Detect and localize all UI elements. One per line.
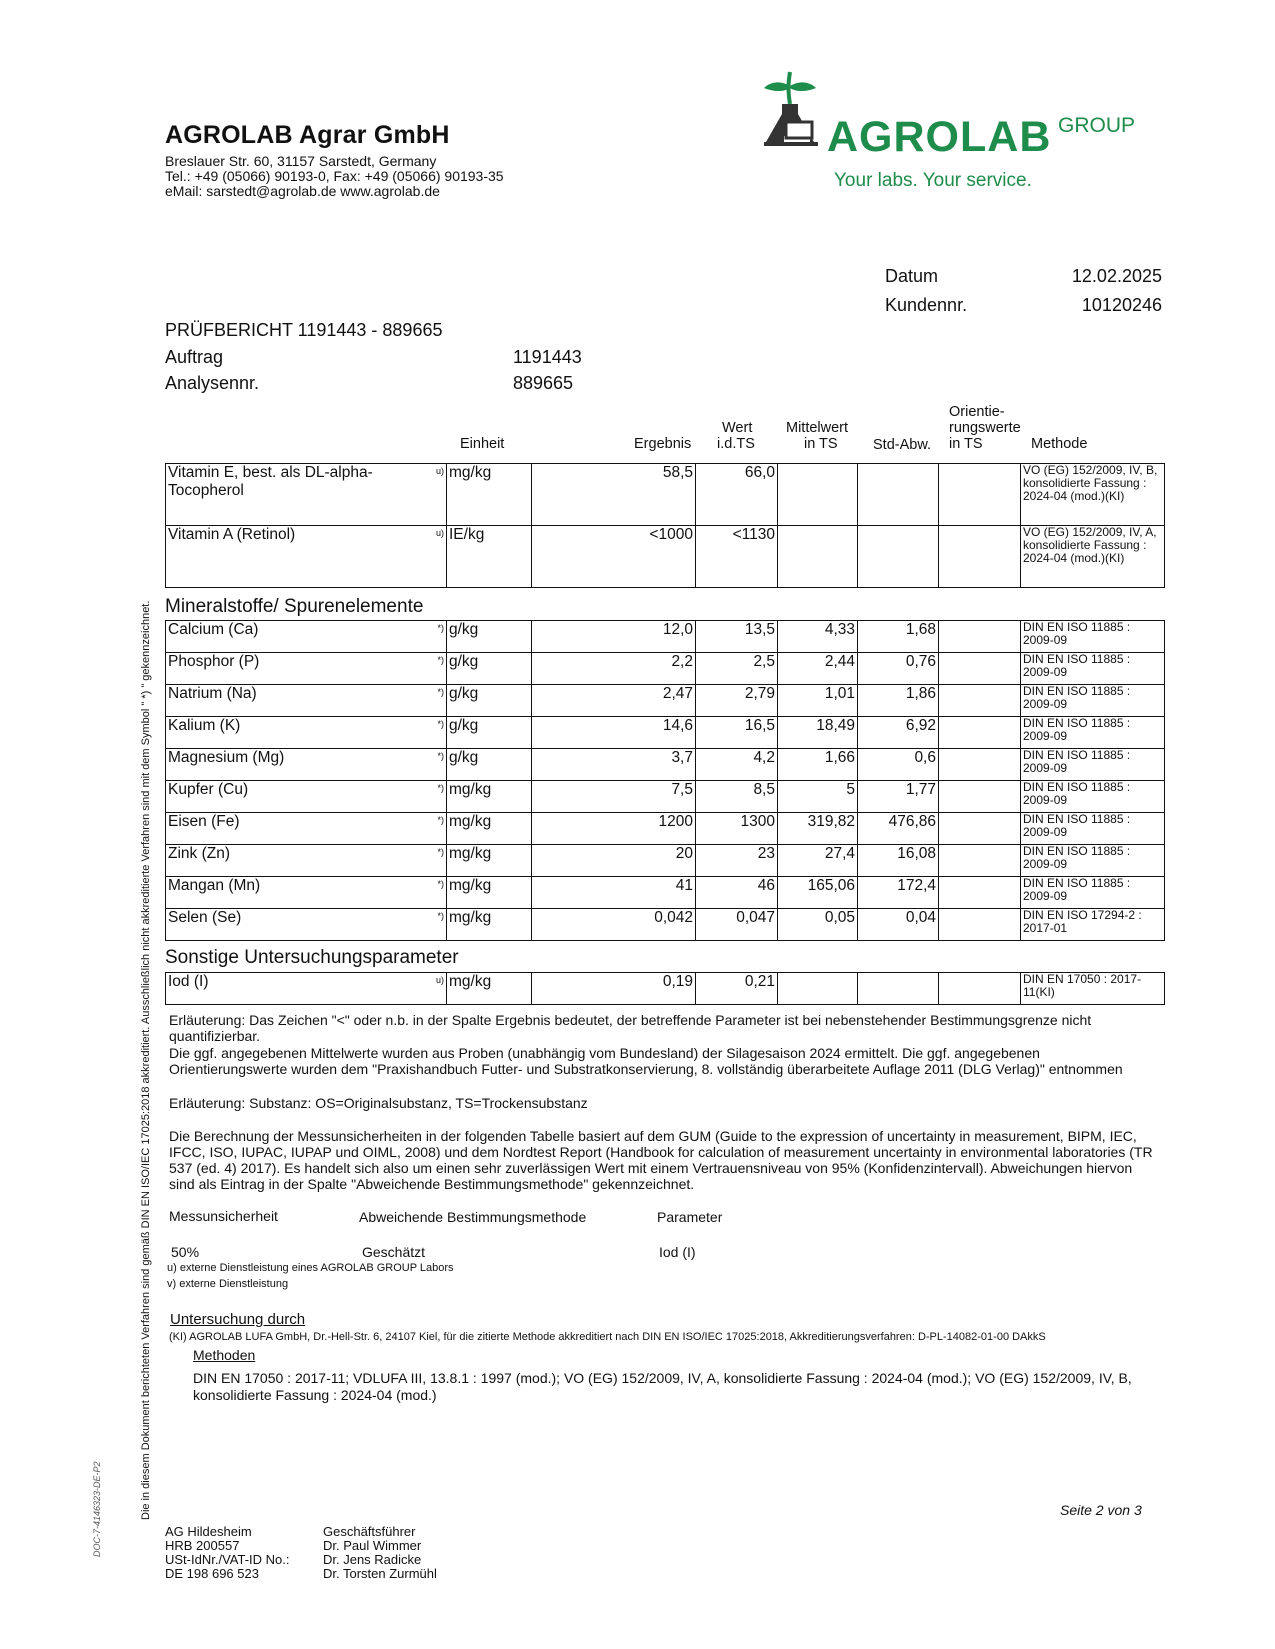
table-row — [166, 973, 1165, 1005]
datum-value: 12.02.2025 — [1071, 266, 1162, 286]
methode-cell: VO (EG) 152/2009, IV, B, konsolidierte Fassung : 2024-04 (mod.)(KI) — [1021, 464, 1165, 526]
orientierung-cell — [939, 685, 1021, 717]
mittelwert-cell: 165,06 — [778, 877, 858, 909]
wert-cell: 2,79 — [696, 685, 778, 717]
note-quantification: Erläuterung: Das Zeichen "<" oder n.b. in der Spalte Ergebnis bedeutet, der betreffende Parameter ist bei nebenstehender Bestimmungsgrenze nicht quantifizierbar. — [169, 1012, 1092, 1044]
section-minerals-title: Mineralstoffe/ Spurenelemente — [165, 596, 424, 617]
analysennr-value: 889665 — [513, 373, 574, 393]
methode-cell: DIN EN ISO 11885 : 2009-09 — [1021, 749, 1165, 781]
legend-v: v) externe Dienstleistung — [167, 1278, 289, 1290]
param-name: Selen (Se) — [166, 909, 434, 941]
param-tag: *) — [434, 717, 447, 749]
methode-cell: DIN EN ISO 11885 : 2009-09 — [1021, 781, 1165, 813]
mittelwert-cell: 319,82 — [778, 813, 858, 845]
param-tag: *) — [434, 877, 447, 909]
mittelwert-cell: 4,33 — [778, 621, 858, 653]
mittelwert-cell: 2,44 — [778, 653, 858, 685]
header-wert: Wert — [722, 420, 753, 436]
std-abw-cell: 172,4 — [858, 877, 939, 909]
note-mittelwerte: Die ggf. angegebenen Mittelwerte wurden aus Proben (unabhängig vom Bundesland) der Silagesaison 2024 ermittelt. Die ggf. angegebenen Orientierungswerte wurden dem "Praxishandbuch Futter- und Substratkonservierung, 8. vollständig überarbeitete Auflage 2011 (DLG Verlag)" entnommen — [169, 1045, 1123, 1077]
header-methode: Methode — [1031, 436, 1088, 452]
methode-cell: DIN EN ISO 11885 : 2009-09 — [1021, 813, 1165, 845]
param-name: Vitamin A (Retinol) — [166, 526, 434, 588]
param-name: Zink (Zn) — [166, 845, 434, 877]
unit-cell: mg/kg — [447, 464, 532, 526]
methoden-text: DIN EN 17050 : 2017-11; VDLUFA III, 13.8.1 : 1997 (mod.); VO (EG) 152/2009, IV, A, konsolidierte Fassung : 2024-04 (mod.); VO (EG) 152/2009, IV, B, konsolidierte Fassung : 2024-04 (mod.) — [193, 1370, 1132, 1403]
mittelwert-cell: 1,01 — [778, 685, 858, 717]
mu-header-messunsicherheit: Messunsicherheit — [169, 1208, 278, 1224]
unit-cell: g/kg — [447, 717, 532, 749]
table-row — [166, 717, 1165, 749]
ergebnis-cell: 20 — [532, 845, 696, 877]
footer-management — [323, 1525, 437, 1581]
ergebnis-cell: 3,7 — [532, 749, 696, 781]
unit-cell: mg/kg — [447, 877, 532, 909]
section-other-title: Sonstige Untersuchungsparameter — [165, 947, 459, 968]
param-name: Eisen (Fe) — [166, 813, 434, 845]
orientierung-cell — [939, 621, 1021, 653]
param-tag: u) — [434, 464, 447, 526]
company-address: Breslauer Str. 60, 31157 Sarstedt, Germany — [165, 153, 437, 169]
ergebnis-cell: 12,0 — [532, 621, 696, 653]
std-abw-cell: 0,04 — [858, 909, 939, 941]
param-tag: *) — [434, 685, 447, 717]
methode-cell: DIN EN ISO 11885 : 2009-09 — [1021, 653, 1165, 685]
ergebnis-cell: <1000 — [532, 526, 696, 588]
kundennr-value: 10120246 — [1081, 295, 1162, 315]
methode-cell: DIN EN ISO 17294-2 : 2017-01 — [1021, 909, 1165, 941]
orientierung-cell — [939, 526, 1021, 588]
document-id: DOC-7-4146323-DE-P2 — [92, 1461, 102, 1557]
param-name: Magnesium (Mg) — [166, 749, 434, 781]
mittelwert-cell — [778, 464, 858, 526]
ergebnis-cell: 7,5 — [532, 781, 696, 813]
wert-cell: 1300 — [696, 813, 778, 845]
param-tag: *) — [434, 909, 447, 941]
methoden-title: Methoden — [193, 1347, 256, 1363]
footer-register-line: AG Hildesheim — [165, 1524, 252, 1539]
table-row — [166, 781, 1165, 813]
table-row — [166, 526, 1165, 588]
page-number: Seite 2 von 3 — [1060, 1502, 1142, 1518]
table-row — [166, 621, 1165, 653]
header-orientierung-1: Orientie- — [949, 404, 1005, 420]
unit-cell: IE/kg — [447, 526, 532, 588]
logo-wordmark: AGROLAB — [827, 113, 1052, 161]
footer-management-line: Geschäftsführer — [323, 1524, 416, 1539]
mu-value-messunsicherheit: 50% — [171, 1244, 200, 1260]
wert-cell: 16,5 — [696, 717, 778, 749]
unit-cell: mg/kg — [447, 781, 532, 813]
std-abw-cell — [858, 464, 939, 526]
untersuchung-title: Untersuchung durch — [170, 1311, 306, 1328]
note-messunsicherheit: Die Berechnung der Messunsicherheiten in der folgenden Tabelle basiert auf dem GUM (Guide to the expression of uncertainty in measurement, BIPM, IEC, IFCC, ISO, IUPAC, IUPAP und OIML, 2008) und dem Nordtest Report (Handbook for calculation of measurement uncertainty in environmental laboratories (TR 537 (ed. 4) 2017). Es handelt sich also um einen sehr zuverlässigen Wert mit einem Vertrauensniveau von 95% (Konfidenzintervall). Abweichungen hiervon sind als Eintrag in der Spalte "Abweichende Bestimmungsmethode" gekennzeichnet. — [169, 1128, 1153, 1192]
header-mittelwert-ts: in TS — [804, 436, 838, 452]
header-wert-ts: i.d.TS — [717, 436, 755, 452]
footer-register-line: DE 198 696 523 — [165, 1566, 259, 1581]
unit-cell: g/kg — [447, 653, 532, 685]
wert-cell: 4,2 — [696, 749, 778, 781]
accreditation-sidenote: Die in diesem Dokument berichteten Verfahren sind gemäß DIN EN ISO/IEC 17025:2018 akkreditiert. Ausschließlich nicht akkreditierte Verfahren sind mit dem Symbol " *) " gekennzeichnet. — [140, 600, 152, 1520]
header-mittelwert: Mittelwert — [786, 420, 849, 436]
methode-cell: DIN EN ISO 11885 : 2009-09 — [1021, 717, 1165, 749]
ergebnis-cell: 2,2 — [532, 653, 696, 685]
std-abw-cell: 1,68 — [858, 621, 939, 653]
ergebnis-cell: 0,19 — [532, 973, 696, 1005]
table-row — [166, 813, 1165, 845]
header-std-abw: Std-Abw. — [873, 437, 932, 453]
table-row — [166, 653, 1165, 685]
ergebnis-cell: 2,47 — [532, 685, 696, 717]
lab-flask-logo-icon — [750, 62, 830, 157]
orientierung-cell — [939, 845, 1021, 877]
param-name: Mangan (Mn) — [166, 877, 434, 909]
company-email: eMail: sarstedt@agrolab.de www.agrolab.de — [165, 183, 440, 199]
footer-register-line: HRB 200557 — [165, 1538, 240, 1553]
mittelwert-cell: 5 — [778, 781, 858, 813]
methode-cell: DIN EN ISO 11885 : 2009-09 — [1021, 621, 1165, 653]
param-name: Calcium (Ca) — [166, 621, 434, 653]
methode-cell: DIN EN 17050 : 2017-11(KI) — [1021, 973, 1165, 1005]
std-abw-cell: 476,86 — [858, 813, 939, 845]
param-tag: *) — [434, 749, 447, 781]
std-abw-cell: 16,08 — [858, 845, 939, 877]
ergebnis-cell: 1200 — [532, 813, 696, 845]
footer-register-line: USt-IdNr./VAT-ID No.: — [165, 1552, 290, 1567]
param-tag: *) — [434, 813, 447, 845]
mittelwert-cell: 27,4 — [778, 845, 858, 877]
mittelwert-cell — [778, 526, 858, 588]
param-name: Kalium (K) — [166, 717, 434, 749]
header-orientierung-2: rungswerte — [949, 420, 1021, 436]
note-substanz: Erläuterung: Substanz: OS=Originalsubstanz, TS=Trockensubstanz — [169, 1095, 588, 1111]
unit-cell: mg/kg — [447, 973, 532, 1005]
footer-management-line: Dr. Jens Radicke — [323, 1552, 422, 1567]
table-row — [166, 464, 1165, 526]
methode-cell: DIN EN ISO 11885 : 2009-09 — [1021, 877, 1165, 909]
param-tag: *) — [434, 621, 447, 653]
header-einheit: Einheit — [460, 436, 505, 452]
table-row — [166, 749, 1165, 781]
std-abw-cell: 1,77 — [858, 781, 939, 813]
param-name: Vitamin E, best. als DL-alpha-Tocopherol — [166, 464, 434, 526]
std-abw-cell — [858, 526, 939, 588]
ergebnis-cell: 58,5 — [532, 464, 696, 526]
report-title: PRÜFBERICHT 1191443 - 889665 — [165, 320, 443, 340]
param-tag: *) — [434, 845, 447, 877]
orientierung-cell — [939, 813, 1021, 845]
wert-cell: 66,0 — [696, 464, 778, 526]
wert-cell: 13,5 — [696, 621, 778, 653]
param-name: Phosphor (P) — [166, 653, 434, 685]
footer-management-line: Dr. Torsten Zurmühl — [323, 1566, 437, 1581]
auftrag-value: 1191443 — [513, 347, 582, 367]
analysennr-label: Analysennr. — [165, 373, 260, 393]
ergebnis-cell: 0,042 — [532, 909, 696, 941]
orientierung-cell — [939, 781, 1021, 813]
wert-cell: 23 — [696, 845, 778, 877]
param-tag: *) — [434, 653, 447, 685]
param-tag: *) — [434, 781, 447, 813]
table-row — [166, 909, 1165, 941]
param-name: Kupfer (Cu) — [166, 781, 434, 813]
orientierung-cell — [939, 749, 1021, 781]
kundennr-label: Kundennr. — [885, 295, 968, 315]
header-orientierung-3: in TS — [949, 436, 983, 452]
mu-value-methode: Geschätzt — [362, 1244, 426, 1260]
legend-u: u) externe Dienstleistung eines AGROLAB GROUP Labors — [167, 1262, 454, 1274]
auftrag-label: Auftrag — [165, 347, 224, 367]
mu-header-parameter: Parameter — [657, 1209, 723, 1225]
mu-header-methode: Abweichende Bestimmungsmethode — [359, 1209, 587, 1225]
std-abw-cell: 0,76 — [858, 653, 939, 685]
unit-cell: g/kg — [447, 621, 532, 653]
std-abw-cell: 0,6 — [858, 749, 939, 781]
table-row — [166, 845, 1165, 877]
table-row — [166, 685, 1165, 717]
ergebnis-cell: 41 — [532, 877, 696, 909]
methode-cell: DIN EN ISO 11885 : 2009-09 — [1021, 685, 1165, 717]
mittelwert-cell — [778, 973, 858, 1005]
untersuchung-ki: (KI) AGROLAB LUFA GmbH, Dr.-Hell-Str. 6, 24107 Kiel, für die zitierte Methode akkreditiert nach DIN EN ISO/IEC 17025:2018, Akkreditierungsverfahren: D-PL-14082-01-00 DAkkS — [169, 1331, 1046, 1343]
company-phone: Tel.: +49 (05066) 90193-0, Fax: +49 (05066) 90193-35 — [165, 168, 504, 184]
wert-cell: 0,047 — [696, 909, 778, 941]
unit-cell: g/kg — [447, 749, 532, 781]
orientierung-cell — [939, 877, 1021, 909]
wert-cell: 46 — [696, 877, 778, 909]
std-abw-cell: 6,92 — [858, 717, 939, 749]
company-name: AGROLAB Agrar GmbH — [165, 121, 450, 149]
std-abw-cell — [858, 973, 939, 1005]
unit-cell: mg/kg — [447, 845, 532, 877]
wert-cell: 2,5 — [696, 653, 778, 685]
mittelwert-cell: 1,66 — [778, 749, 858, 781]
orientierung-cell — [939, 717, 1021, 749]
unit-cell: mg/kg — [447, 813, 532, 845]
logo-group: GROUP — [1058, 114, 1136, 137]
mu-value-parameter: Iod (I) — [659, 1244, 696, 1260]
unit-cell: g/kg — [447, 685, 532, 717]
mittelwert-cell: 18,49 — [778, 717, 858, 749]
orientierung-cell — [939, 973, 1021, 1005]
methode-cell: VO (EG) 152/2009, IV, A, konsolidierte Fassung : 2024-04 (mod.)(KI) — [1021, 526, 1165, 588]
ergebnis-cell: 14,6 — [532, 717, 696, 749]
orientierung-cell — [939, 653, 1021, 685]
logo-tagline: Your labs. Your service. — [834, 170, 1032, 191]
other-table — [165, 972, 1165, 1005]
param-name: Iod (I) — [166, 973, 434, 1005]
wert-cell: 8,5 — [696, 781, 778, 813]
table-row — [166, 877, 1165, 909]
wert-cell: <1130 — [696, 526, 778, 588]
param-tag: u) — [434, 973, 447, 1005]
orientierung-cell — [939, 909, 1021, 941]
wert-cell: 0,21 — [696, 973, 778, 1005]
orientierung-cell — [939, 464, 1021, 526]
param-name: Natrium (Na) — [166, 685, 434, 717]
minerals-table — [165, 620, 1165, 941]
std-abw-cell: 1,86 — [858, 685, 939, 717]
param-tag: u) — [434, 526, 447, 588]
unit-cell: mg/kg — [447, 909, 532, 941]
footer-register — [165, 1525, 289, 1581]
footer-management-line: Dr. Paul Wimmer — [323, 1538, 422, 1553]
vitamin-table — [165, 463, 1165, 588]
header-ergebnis: Ergebnis — [634, 436, 692, 452]
methode-cell: DIN EN ISO 11885 : 2009-09 — [1021, 845, 1165, 877]
mittelwert-cell: 0,05 — [778, 909, 858, 941]
datum-label: Datum — [885, 266, 939, 286]
